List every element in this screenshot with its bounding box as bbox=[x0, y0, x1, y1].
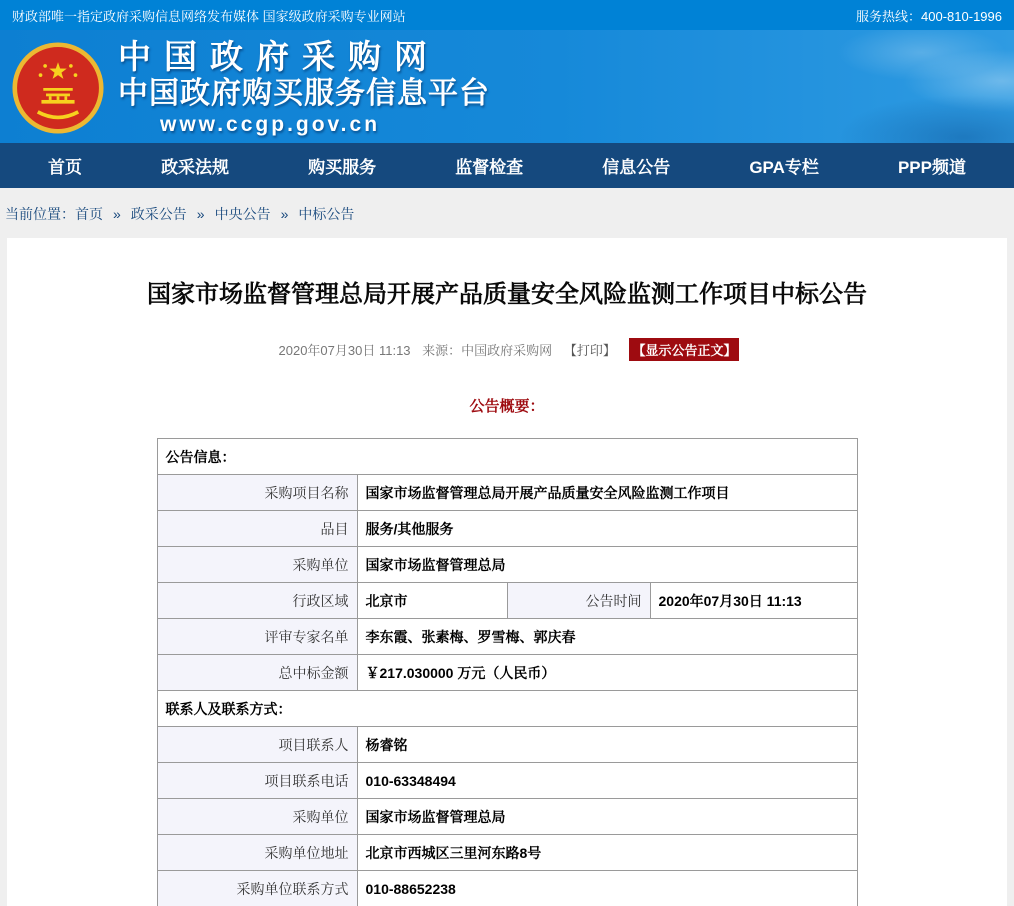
field-value-cell: 北京市 bbox=[357, 583, 507, 619]
breadcrumb-items bbox=[75, 206, 354, 222]
breadcrumb-separator: » bbox=[280, 206, 289, 222]
field-value-cell: 010-63348494 bbox=[357, 763, 857, 799]
field-label-cell: 项目联系电话 bbox=[157, 763, 357, 799]
show-fulltext-button[interactable]: 【显示公告正文】 bbox=[629, 338, 739, 361]
breadcrumb-label: 当前位置： bbox=[5, 206, 75, 222]
nav-item-3[interactable]: 购买服务 bbox=[308, 158, 377, 177]
table-row bbox=[157, 439, 857, 475]
breadcrumb-item-1[interactable]: 首页 bbox=[75, 206, 103, 222]
field-value-cell: 国家市场监督管理总局 bbox=[357, 799, 857, 835]
table-row bbox=[157, 871, 857, 906]
nav-item-6[interactable]: GPA专栏 bbox=[749, 158, 819, 177]
table-row bbox=[157, 727, 857, 763]
publish-date: 2020年07月30日 11:13 bbox=[278, 343, 411, 358]
site-brand bbox=[118, 38, 490, 138]
field-value-cell: 杨睿铭 bbox=[357, 727, 857, 763]
page-title: 国家市场监督管理总局开展产品质量安全风险监测工作项目中标公告 bbox=[147, 281, 867, 308]
site-title: 中国政府采购网 bbox=[118, 38, 440, 75]
breadcrumb-item-2[interactable]: 政采公告 bbox=[130, 206, 187, 222]
field-value-cell: 李东霞、张素梅、罗雪梅、郭庆春 bbox=[357, 619, 857, 655]
field-label-cell: 行政区域 bbox=[157, 583, 357, 619]
site-url: www.ccgp.gov.cn bbox=[160, 113, 381, 136]
table-row bbox=[157, 583, 857, 619]
field-value-cell: 国家市场监督管理总局开展产品质量安全风险监测工作项目 bbox=[357, 475, 857, 511]
summary-heading: 公告概要： bbox=[469, 398, 545, 415]
breadcrumb bbox=[0, 188, 1014, 238]
breadcrumb-item-4[interactable]: 中标公告 bbox=[298, 206, 355, 222]
summary-table bbox=[157, 438, 858, 906]
content-panel bbox=[7, 238, 1007, 906]
field-label-cell: 品目 bbox=[157, 511, 357, 547]
top-service-bar bbox=[0, 0, 1014, 30]
field-value-cell: 服务/其他服务 bbox=[357, 511, 857, 547]
field-label-cell: 项目联系人 bbox=[157, 727, 357, 763]
nav-item-4[interactable]: 监督检查 bbox=[455, 158, 524, 177]
field-value-cell: ￥217.030000 万元（人民币） bbox=[357, 655, 857, 691]
table-row bbox=[157, 763, 857, 799]
national-emblem-icon bbox=[12, 42, 104, 134]
breadcrumb-separator: » bbox=[113, 206, 121, 222]
table-row bbox=[157, 619, 857, 655]
section-header-cell: 联系人及联系方式： bbox=[157, 691, 857, 727]
table-row bbox=[157, 511, 857, 547]
nav-item-5[interactable]: 信息公告 bbox=[602, 158, 671, 177]
table-row bbox=[157, 475, 857, 511]
field-label-cell: 公告时间 bbox=[507, 583, 650, 619]
field-value-cell: 北京市西城区三里河东路8号 bbox=[357, 835, 857, 871]
field-label-cell: 采购项目名称 bbox=[157, 475, 357, 511]
article-meta bbox=[7, 338, 1007, 361]
field-label-cell: 采购单位 bbox=[157, 547, 357, 583]
media-tagline: 财政部唯一指定政府采购信息网络发布媒体 国家级政府采购专业网站 bbox=[12, 8, 406, 24]
site-subtitle: 中国政府购买服务信息平台 bbox=[118, 77, 490, 110]
field-value-cell: 010-88652238 bbox=[357, 871, 857, 906]
table-row bbox=[157, 547, 857, 583]
breadcrumb-item-3[interactable]: 中央公告 bbox=[214, 206, 271, 222]
source-label: 来源：中国政府采购网 bbox=[422, 343, 553, 358]
table-row bbox=[157, 799, 857, 835]
field-label-cell: 采购单位联系方式 bbox=[157, 871, 357, 906]
nav-item-1[interactable]: 首页 bbox=[48, 158, 82, 177]
breadcrumb-separator: » bbox=[196, 206, 205, 222]
field-label-cell: 评审专家名单 bbox=[157, 619, 357, 655]
field-label-cell: 采购单位 bbox=[157, 799, 357, 835]
summary-table-body bbox=[157, 439, 857, 906]
service-hotline: 服务热线：400-810-1996 bbox=[856, 8, 1002, 24]
site-banner bbox=[0, 30, 1014, 143]
nav-item-7[interactable]: PPP频道 bbox=[897, 158, 966, 177]
table-row bbox=[157, 835, 857, 871]
field-value-cell: 国家市场监督管理总局 bbox=[357, 547, 857, 583]
table-row bbox=[157, 691, 857, 727]
nav-bar bbox=[0, 143, 1014, 188]
nav-item-2[interactable]: 政采法规 bbox=[161, 158, 230, 177]
field-value-cell: 2020年07月30日 11:13 bbox=[650, 583, 857, 619]
print-button[interactable]: 【打印】 bbox=[563, 343, 616, 358]
section-header-cell: 公告信息： bbox=[157, 439, 857, 475]
table-row bbox=[157, 655, 857, 691]
field-label-cell: 总中标金额 bbox=[157, 655, 357, 691]
field-label-cell: 采购单位地址 bbox=[157, 835, 357, 871]
